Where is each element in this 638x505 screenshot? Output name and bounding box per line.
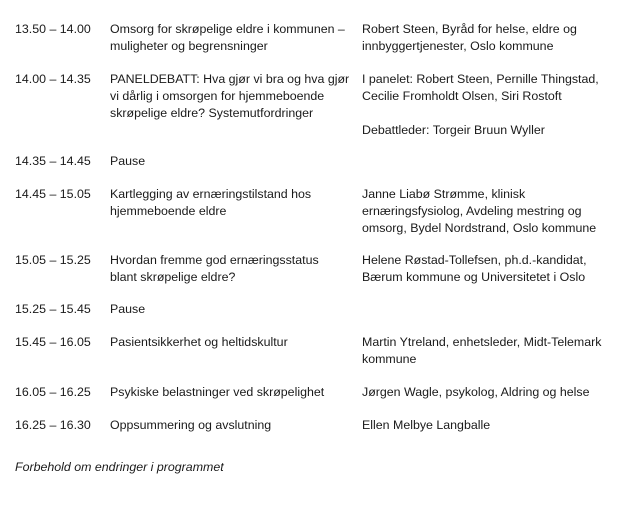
session-topic (110, 417, 355, 434)
session-topic (110, 384, 355, 401)
session-speaker (362, 252, 632, 286)
speaker-block (362, 186, 632, 237)
time-slot: 14.45 – 15.05 (15, 187, 91, 201)
session-speaker (362, 186, 632, 237)
speaker-line: omsorg, Bydel Nordstrand, Oslo kommune (362, 221, 597, 235)
speaker-line: I panelet: Robert Steen, Pernille Thingstad, (362, 72, 599, 86)
speaker-line: kommune (362, 352, 417, 366)
session-topic (110, 153, 355, 170)
time-slot: 16.05 – 16.25 (15, 385, 91, 399)
time-slot: 15.25 – 15.45 (15, 302, 91, 316)
topic-line: vi dårlig i omsorgen for hjemmeboende (110, 89, 325, 103)
speaker-line: Debattleder: Torgeir Bruun Wyller (362, 123, 545, 137)
session-speaker (362, 334, 632, 368)
session-topic (110, 301, 355, 318)
speaker-block (362, 417, 632, 434)
topic-line: Oppsummering og avslutning (110, 418, 272, 432)
speaker-line: Cecilie Fromholdt Olsen, Siri Rostoft (362, 89, 562, 103)
speaker-line: Jørgen Wagle, psykolog, Aldring og helse (362, 385, 590, 399)
topic-line: Pause (110, 154, 146, 168)
session-speaker (362, 21, 632, 55)
session-topic (110, 21, 355, 55)
session-topic (110, 71, 355, 122)
speaker-line: Robert Steen, Byråd for helse, eldre og (362, 22, 577, 36)
session-speaker (362, 417, 632, 434)
time-slot: 14.00 – 14.35 (15, 72, 91, 86)
speaker-block (362, 384, 632, 401)
speaker-line: ernæringsfysiolog, Avdeling mestring og (362, 204, 582, 218)
speaker-line: Bærum kommune og Universitetet i Oslo (362, 270, 586, 284)
topic-line: muligheter og begrensninger (110, 39, 268, 53)
program-disclaimer: Forbehold om endringer i programmet (15, 460, 224, 474)
topic-line: Omsorg for skrøpelige eldre i kommunen – (110, 22, 345, 36)
session-topic (110, 186, 355, 220)
time-slot: 15.05 – 15.25 (15, 253, 91, 267)
session-topic (110, 334, 355, 351)
session-speaker (362, 71, 632, 139)
speaker-line: Ellen Melbye Langballe (362, 418, 491, 432)
topic-line: blant skrøpelige eldre? (110, 270, 236, 284)
topic-line: skrøpelige eldre? Systemutfordringer (110, 106, 314, 120)
speaker-line: Janne Liabø Strømme, klinisk (362, 187, 526, 201)
time-slot: 16.25 – 16.30 (15, 418, 91, 432)
speaker-block (362, 334, 632, 368)
speaker-block (362, 71, 632, 105)
speaker-line: Martin Ytreland, enhetsleder, Midt-Telemark (362, 335, 602, 349)
session-speaker (362, 384, 632, 401)
speaker-line: innbyggertjenester, Oslo kommune (362, 39, 554, 53)
topic-line: PANELDEBATT: Hva gjør vi bra og hva gjør (110, 72, 350, 86)
time-slot: 14.35 – 14.45 (15, 154, 91, 168)
speaker-block (362, 252, 632, 286)
speaker-line: Helene Røstad-Tollefsen, ph.d.-kandidat, (362, 253, 587, 267)
topic-line: Hvordan fremme god ernæringsstatus (110, 253, 319, 267)
topic-line: Pasientsikkerhet og heltidskultur (110, 335, 288, 349)
speaker-block (362, 21, 632, 55)
topic-line: Pause (110, 302, 146, 316)
session-topic (110, 252, 355, 286)
speaker-block (362, 122, 632, 139)
topic-line: hjemmeboende eldre (110, 204, 227, 218)
topic-line: Kartlegging av ernæringstilstand hos (110, 187, 312, 201)
topic-line: Psykiske belastninger ved skrøpelighet (110, 385, 325, 399)
time-slot: 15.45 – 16.05 (15, 335, 91, 349)
time-slot: 13.50 – 14.00 (15, 22, 91, 36)
